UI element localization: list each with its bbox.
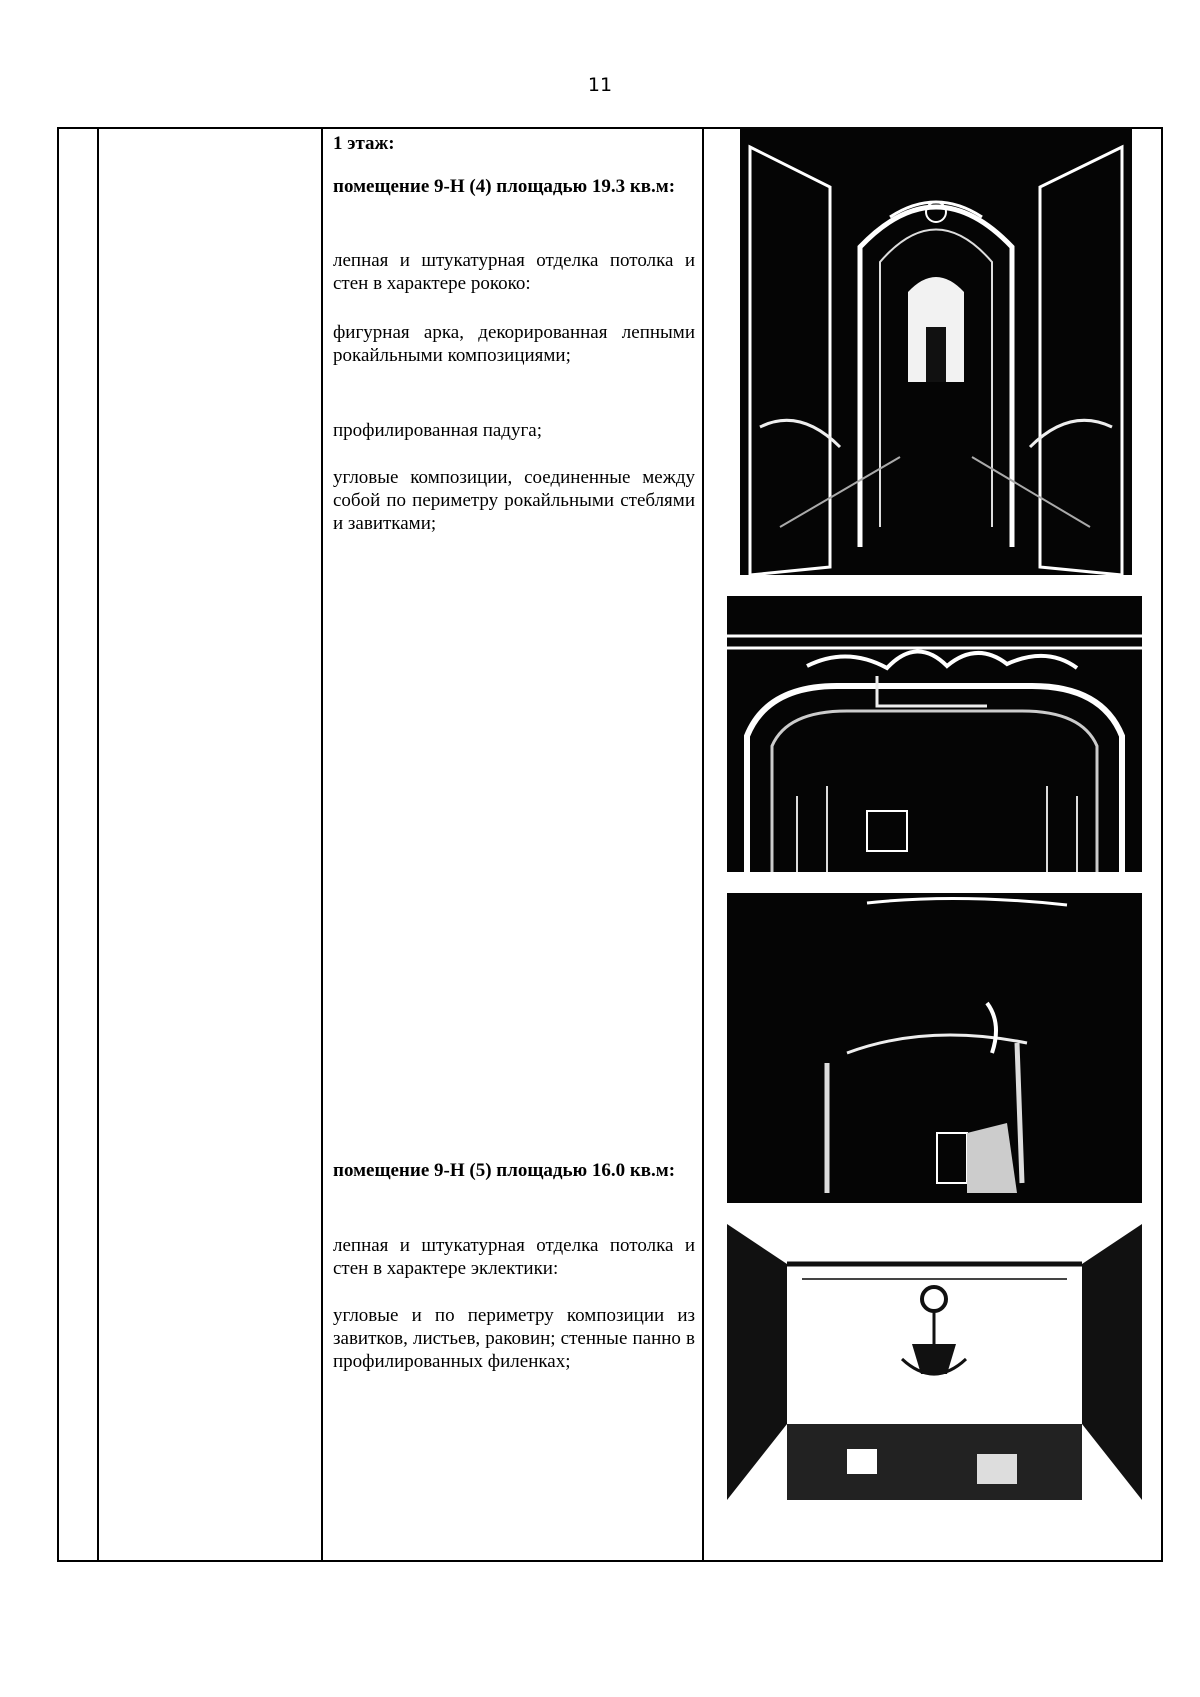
room-title: помещение 9-Н (5) площадью 16.0 кв.м:: [333, 1160, 676, 1181]
room-item: фигурная арка, декорированная лепными рокайльными композициями;: [333, 322, 695, 366]
room-item: угловые композиции, соединенные между собой по периметру рокайльными стеблями и завитками;: [333, 467, 695, 534]
room-title: помещение 9-Н (4) площадью 19.3 кв.м:: [333, 176, 676, 197]
rocaille-arch-photo: [727, 596, 1142, 872]
page-number: 11: [587, 74, 613, 96]
room-item: профилированная падуга;: [333, 420, 542, 441]
arched-hallway-photo: [740, 127, 1132, 575]
ceiling-chandelier-photo: [727, 1224, 1142, 1500]
column-divider-3: [702, 129, 704, 1560]
dark-room-photo: [727, 893, 1142, 1203]
room-item: лепная и штукатурная отделка потолка и стен в характере эклектики:: [333, 1235, 695, 1279]
column-divider-1: [97, 129, 99, 1560]
column-divider-2: [321, 129, 323, 1560]
table-border-right: [1161, 129, 1163, 1560]
room-item: угловые и по периметру композиции из завитков, листьев, раковин; стенные панно в профилированных филенках;: [333, 1305, 695, 1372]
floor-label: 1 этаж:: [333, 133, 395, 154]
room-item: лепная и штукатурная отделка потолка и стен в характере рококо:: [333, 250, 695, 294]
table-border-left: [57, 129, 59, 1560]
